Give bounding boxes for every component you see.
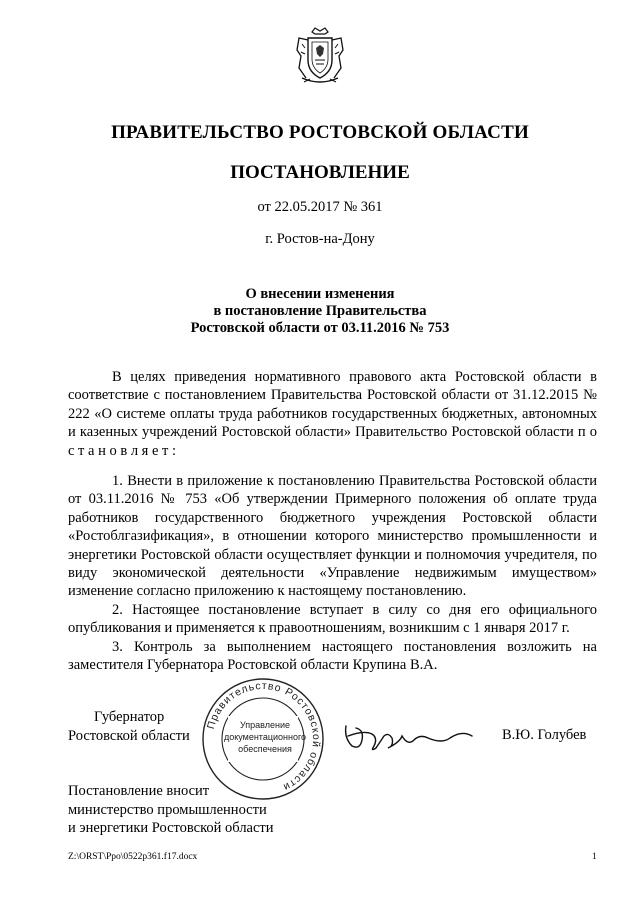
city: г. Ростов-на-Дону <box>265 231 375 247</box>
introducer-line: и энергетики Ростовской области <box>68 820 274 837</box>
position-line: Губернатор <box>94 709 165 725</box>
subject-line: в постановление Правительства <box>213 303 427 319</box>
document-body <box>68 368 597 675</box>
item-paragraph: 3. Контроль за выполнением настоящего постановления возложить на заместителя Губернатора Ростовской области Крупина В.А. <box>68 638 597 674</box>
document-type: ПОСТАНОВЛЕНИЕ <box>230 162 410 183</box>
signatory-name: В.Ю. Голубев <box>502 727 587 743</box>
subject-line: О внесении изменения <box>245 286 395 302</box>
introducer-line: министерство промышленности <box>68 801 267 818</box>
preamble-paragraph: В целях приведения нормативного правового акта Ростовской области в соответствие с постановлением Правительства Ростовской области от 31.12.2015 № 222 «О системе оплаты труда работников государственных бюджетных, автономных и казенных учреждений Ростовской области» Правительство Ростовской области п о с т а н о в л я е т : <box>68 369 597 459</box>
introducer-block <box>68 782 274 838</box>
signatory-position <box>68 708 190 745</box>
stamp-outer-text: Правительство Ростовской области <box>205 679 323 794</box>
footer-file-path: Z:\ORST\Ppo\0522p361.f17.docx <box>68 852 198 862</box>
date-number: от 22.05.2017 № 361 <box>257 199 383 215</box>
subject-line: Ростовской области от 03.11.2016 № 753 <box>190 320 450 336</box>
government-title: ПРАВИТЕЛЬСТВО РОСТОВСКОЙ ОБЛАСТИ <box>111 122 529 143</box>
document-subject <box>0 286 640 337</box>
rostov-oblast-coat-of-arms-icon <box>294 26 346 86</box>
page-number: 1 <box>592 852 597 862</box>
stamp-inner-line: документационного <box>223 732 307 742</box>
handwritten-signature <box>338 716 478 756</box>
item-paragraph: 2. Настоящее постановление вступает в силу со дня его официального опубликования и применяется к правоотношениям, возникшим с 1 января 2017 г. <box>68 601 597 637</box>
introducer-line: Постановление вносит <box>68 783 210 799</box>
stamp-inner-line: обеспечения <box>238 744 292 754</box>
item-paragraph: 1. Внести в приложение к постановлению Правительства Ростовской области от 03.11.2016 № 753 «Об утверждении Примерного положения об оплате труда работников государственного бюджетного учреждения Ростовской области «Ростоблгазификация», в отношении которого министерство промышленности и энергетики Ростовской области осуществляет функции и полномочия учредителя, по виду экономической деятельности «Управление недвижимым имуществом» изменение согласно приложению к настоящему постановлению. <box>68 473 597 600</box>
position-line: Ростовской области <box>68 727 190 744</box>
stamp-inner-line: Управление <box>239 720 291 730</box>
